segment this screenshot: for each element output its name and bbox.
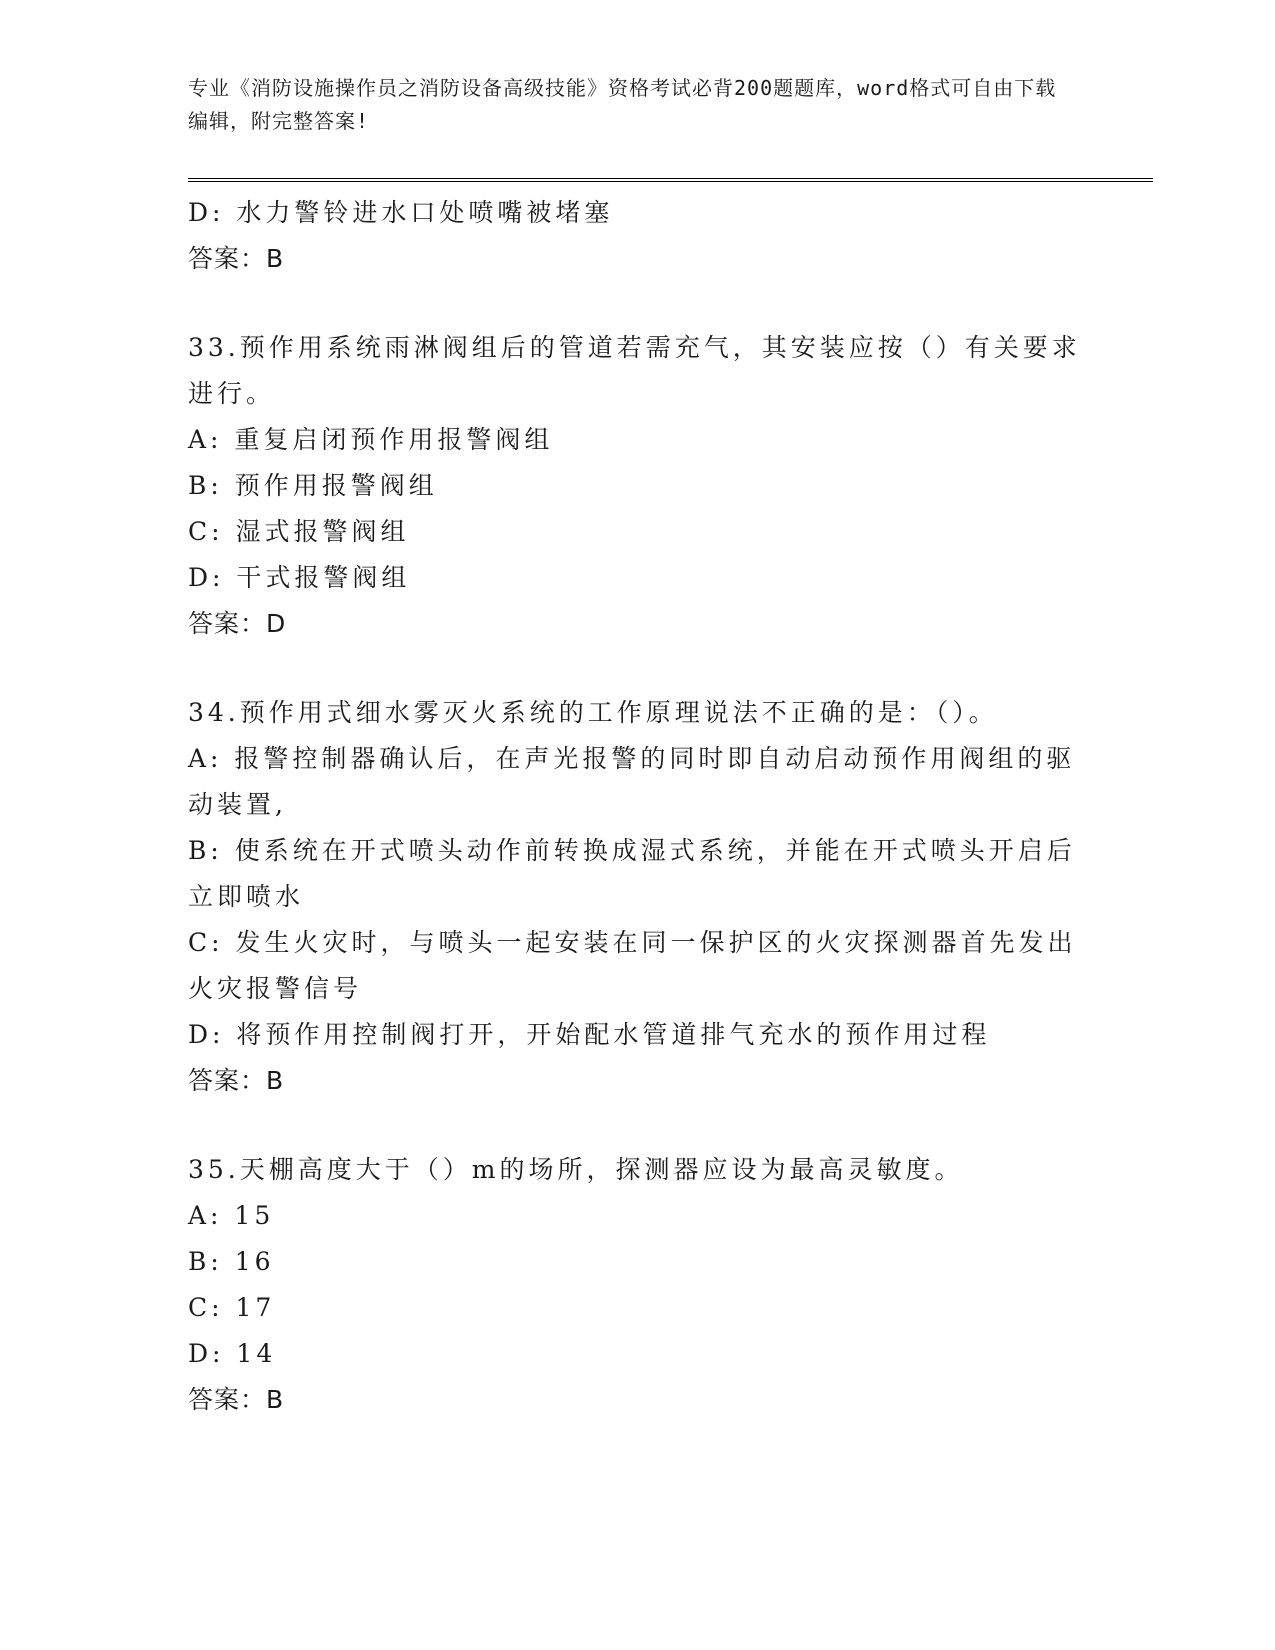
option-a: A: 重复启闭预作用报警阀组 xyxy=(188,425,554,454)
option-a: A: 报警控制器确认后，在声光报警的同时即自动启动预作用阀组的驱 xyxy=(188,744,1076,773)
question-text: 34.预作用式细水雾灭火系统的工作原理说法不正确的是：（）。 xyxy=(188,698,998,727)
document-body xyxy=(188,190,1081,1423)
option-b: B: 使系统在开式喷头动作前转换成湿式系统，并能在开式喷头开启后 xyxy=(188,836,1076,865)
carry-over-question xyxy=(188,190,1078,282)
answer: 答案：B xyxy=(188,1066,285,1095)
question-35 xyxy=(188,1147,1078,1423)
option-a: A: 15 xyxy=(188,1201,275,1230)
option-d: D: 14 xyxy=(188,1339,277,1368)
option-b-continued: 立即喷水 xyxy=(188,882,305,911)
question-text: 33.预作用系统雨淋阀组后的管道若需充气，其安装应按（）有关要求 xyxy=(188,333,1081,362)
option-c-continued: 火灾报警信号 xyxy=(188,974,363,1003)
header-text: 专业《消防设施操作员之消防设备高级技能》资格考试必背200题题库，word格式可自由下载编辑，附完整答案! xyxy=(188,76,1057,133)
option-c: C: 17 xyxy=(188,1293,276,1322)
option-a-continued: 动装置, xyxy=(188,790,287,819)
question-33 xyxy=(188,325,1081,647)
option-d: D: 将预作用控制阀打开，开始配水管道排气充水的预作用过程 xyxy=(188,1020,991,1049)
option-b: B: 预作用报警阀组 xyxy=(188,471,438,500)
document-header xyxy=(188,72,1068,138)
question-34 xyxy=(188,690,1078,1104)
option-d: D: 干式报警阀组 xyxy=(188,563,411,592)
header-double-rule xyxy=(188,178,1153,182)
answer: 答案：B xyxy=(188,244,285,273)
answer: 答案：B xyxy=(188,1385,285,1414)
question-text: 35.天棚高度大于（）m的场所，探测器应设为最高灵敏度。 xyxy=(188,1155,964,1184)
option-c: C: 发生火灾时，与喷头一起安装在同一保护区的火灾探测器首先发出 xyxy=(188,928,1077,957)
option-b: B: 16 xyxy=(188,1247,275,1276)
answer: 答案：D xyxy=(188,609,287,638)
option-c: C: 湿式报警阀组 xyxy=(188,517,410,546)
question-text-continued: 进行。 xyxy=(188,379,276,408)
option-d: D: 水力警铃进水口处喷嘴被堵塞 xyxy=(188,198,614,227)
